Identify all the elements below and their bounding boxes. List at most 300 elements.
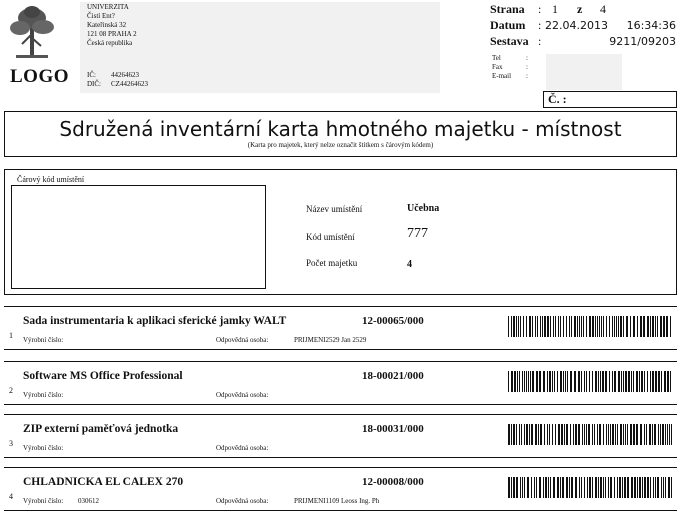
barcode-bar xyxy=(514,371,516,392)
barcode-bar xyxy=(622,477,623,498)
barcode-bar xyxy=(621,371,622,392)
datum-label: Datum xyxy=(490,18,526,32)
cislo-field: Č. : xyxy=(543,91,677,108)
barcode-bar xyxy=(637,316,638,337)
barcode-bar xyxy=(537,316,538,337)
ic-value: 44264623 xyxy=(111,71,139,79)
barcode-bar xyxy=(608,424,609,445)
strana-sep: z xyxy=(577,2,583,16)
item-number: 1 xyxy=(9,331,13,340)
barcode-bar xyxy=(544,316,546,337)
barcode-bar xyxy=(579,316,580,337)
barcode-bar xyxy=(555,316,556,337)
barcode-bar xyxy=(577,316,578,337)
barcode-bar xyxy=(644,424,645,445)
barcode-bar xyxy=(513,316,515,337)
barcode-bar xyxy=(548,477,549,498)
barcode-bar xyxy=(602,371,604,392)
barcode-bar xyxy=(598,477,599,498)
responsible-label: Odpovědná osoba: xyxy=(216,336,269,344)
item-number: 3 xyxy=(9,439,13,448)
barcode-bar xyxy=(522,477,523,498)
barcode-bar xyxy=(518,316,519,337)
barcode-bar xyxy=(547,371,548,392)
barcode-bar xyxy=(647,477,649,498)
barcode-bar xyxy=(623,371,624,392)
responsible-value: PRIJMENI2529 Jan 2529 xyxy=(294,336,367,344)
barcode-bar xyxy=(600,371,601,392)
barcode-bar xyxy=(631,371,632,392)
serial-label: Výrobní číslo: xyxy=(23,444,64,452)
barcode-bar xyxy=(671,424,672,445)
barcode-bar xyxy=(601,316,602,337)
barcode-bar xyxy=(524,477,525,498)
barcode-bar xyxy=(553,477,555,498)
barcode-bar xyxy=(599,316,600,337)
responsible-label: Odpovědná osoba: xyxy=(216,444,269,452)
location-barcode-label: Čárový kód umístění xyxy=(17,175,85,184)
barcode-bar xyxy=(595,371,597,392)
barcode-bar xyxy=(547,424,548,445)
item-barcode xyxy=(508,316,674,337)
barcode-bar xyxy=(549,371,551,392)
location-name-label: Název umístění xyxy=(306,204,363,214)
barcode-bar xyxy=(586,424,587,445)
barcode-bar xyxy=(558,316,559,337)
barcode-bar xyxy=(584,424,585,445)
barcode-bar xyxy=(639,371,640,392)
barcode-bar xyxy=(586,316,587,337)
barcode-bar xyxy=(634,477,636,498)
barcode-bar xyxy=(567,371,568,392)
barcode-bar xyxy=(536,477,537,498)
barcode-bar xyxy=(574,316,576,337)
barcode-bar xyxy=(650,371,651,392)
barcode-bar xyxy=(508,371,509,392)
barcode-bar xyxy=(531,424,533,445)
barcode-bar xyxy=(614,316,615,337)
barcode-bar xyxy=(581,371,582,392)
barcode-bar xyxy=(557,477,559,498)
barcode-bar xyxy=(649,424,651,445)
barcode-bar xyxy=(544,424,545,445)
barcode-bar xyxy=(618,371,620,392)
barcode-bar xyxy=(623,424,624,445)
strana-total: 4 xyxy=(600,2,606,16)
sestava-label: Sestava xyxy=(490,34,529,48)
barcode-bar xyxy=(513,477,515,498)
barcode-bar xyxy=(650,477,651,498)
org-line: Česká republika xyxy=(87,39,133,47)
barcode-bar xyxy=(643,316,645,337)
barcode-bar xyxy=(665,477,666,498)
barcode-bar xyxy=(535,424,537,445)
barcode-bar xyxy=(603,477,604,498)
barcode-bar xyxy=(626,316,628,337)
barcode-bar xyxy=(574,371,576,392)
barcode-bar xyxy=(535,316,536,337)
location-count-label: Počet majetku xyxy=(306,258,358,268)
contact-box xyxy=(546,54,622,90)
barcode-bar xyxy=(547,316,549,337)
barcode-bar xyxy=(524,424,525,445)
barcode-bar xyxy=(521,424,522,445)
barcode-bar xyxy=(543,477,544,498)
barcode-bar xyxy=(566,477,568,498)
barcode-bar xyxy=(531,477,532,498)
barcode-bar xyxy=(595,316,596,337)
responsible-value: PRIJMENI1109 Leoss Ing. Ph xyxy=(294,497,380,505)
location-code-value: 777 xyxy=(407,226,428,241)
barcode-bar xyxy=(663,477,664,498)
barcode-bar xyxy=(600,477,602,498)
barcode-bar xyxy=(508,477,510,498)
barcode-bar xyxy=(520,477,521,498)
barcode-bar xyxy=(594,424,595,445)
barcode-bar xyxy=(640,424,642,445)
barcode-bar xyxy=(527,477,529,498)
tel-label: Tel xyxy=(492,54,501,62)
barcode-bar xyxy=(625,371,627,392)
barcode-bar xyxy=(522,371,523,392)
email-label: E-mail xyxy=(492,72,512,80)
location-count-value: 4 xyxy=(407,259,412,270)
barcode-bar xyxy=(530,371,531,392)
barcode-bar xyxy=(543,371,545,392)
barcode-bar xyxy=(552,424,553,445)
barcode-bar xyxy=(663,316,665,337)
barcode-bar xyxy=(573,424,574,445)
barcode-bar xyxy=(658,424,659,445)
barcode-bar xyxy=(516,477,518,498)
barcode-bar xyxy=(540,424,542,445)
barcode-bar xyxy=(657,316,658,337)
datum-value: 22.04.2013 xyxy=(545,19,608,32)
barcode-bar xyxy=(625,424,626,445)
barcode-bar xyxy=(639,477,641,498)
item-name: ZIP externí paměťová jednotka xyxy=(23,423,179,435)
barcode-bar xyxy=(519,371,520,392)
barcode-bar xyxy=(554,371,555,392)
barcode-bar xyxy=(584,477,585,498)
page-title: Sdružená inventární karta hmotného majetku - místnost xyxy=(59,117,622,141)
barcode-bar xyxy=(550,477,551,498)
barcode-bar xyxy=(615,424,616,445)
barcode-bar xyxy=(612,371,613,392)
barcode-bar xyxy=(539,371,541,392)
barcode-bar xyxy=(564,424,565,445)
barcode-bar xyxy=(630,316,631,337)
barcode-bar xyxy=(628,371,630,392)
barcode-bar xyxy=(609,371,610,392)
barcode-bar xyxy=(517,371,518,392)
item-code: 18-00021/000 xyxy=(362,370,424,382)
barcode-bar xyxy=(575,424,577,445)
barcode-bar xyxy=(620,424,622,445)
fax-label: Fax xyxy=(492,63,503,71)
barcode-bar xyxy=(545,477,547,498)
barcode-bar xyxy=(569,316,570,337)
barcode-bar xyxy=(563,316,564,337)
barcode-bar xyxy=(538,424,539,445)
item-name: Sada instrumentaria k aplikaci sferické jamky WALT xyxy=(23,315,287,327)
item-barcode xyxy=(508,424,674,445)
barcode-bar xyxy=(630,424,632,445)
title-box xyxy=(4,111,677,157)
barcode-bar xyxy=(619,477,621,498)
barcode-bar xyxy=(584,371,585,392)
item-barcode xyxy=(508,371,674,392)
barcode-bar xyxy=(513,424,515,445)
barcode-bar xyxy=(560,316,561,337)
barcode-bar xyxy=(662,424,664,445)
barcode-bar xyxy=(560,371,562,392)
barcode-bar xyxy=(511,316,512,337)
barcode-bar xyxy=(566,424,568,445)
inventory-item xyxy=(4,306,677,350)
barcode-bar xyxy=(664,371,666,392)
barcode-bar xyxy=(637,477,638,498)
org-line: 121 08 PRAHA 2 xyxy=(87,30,137,38)
barcode-bar xyxy=(511,371,513,392)
serial-value: 030612 xyxy=(78,497,99,505)
barcode-bar xyxy=(603,316,604,337)
barcode-bar xyxy=(532,371,534,392)
barcode-bar xyxy=(583,316,584,337)
barcode-bar xyxy=(667,424,668,445)
barcode-bar xyxy=(526,424,528,445)
barcode-bar xyxy=(610,424,611,445)
barcode-bar xyxy=(589,477,591,498)
barcode-bar xyxy=(655,477,656,498)
dic-value: CZ44264623 xyxy=(111,80,148,88)
barcode-bar xyxy=(654,424,656,445)
barcode-bar xyxy=(636,424,638,445)
barcode-bar xyxy=(575,477,577,498)
barcode-bar xyxy=(640,316,642,337)
logo-text: LOGO xyxy=(10,66,70,87)
location-name-value: Učebna xyxy=(407,203,440,214)
barcode-bar xyxy=(523,316,524,337)
barcode-bar xyxy=(665,424,666,445)
report-meta: Strana : 1 z 4 Datum : 22.04.2013 16:34:36 Sestava : 9211/09203 xyxy=(490,2,676,48)
barcode-bar xyxy=(655,371,657,392)
barcode-bar xyxy=(609,316,610,337)
barcode-bar xyxy=(542,316,543,337)
barcode-bar xyxy=(549,424,550,445)
barcode-bar xyxy=(603,424,604,445)
barcode-bar xyxy=(550,316,551,337)
barcode-bar xyxy=(552,371,553,392)
ic-dic-block xyxy=(87,71,148,89)
item-code: 12-00065/000 xyxy=(362,315,424,327)
barcode-bar xyxy=(641,371,643,392)
barcode-bar xyxy=(516,316,517,337)
barcode-bar xyxy=(570,371,572,392)
barcode-bar xyxy=(660,424,661,445)
barcode-bar xyxy=(627,477,629,498)
barcode-bar xyxy=(617,424,618,445)
barcode-bar xyxy=(652,316,654,337)
barcode-bar xyxy=(612,424,614,445)
barcode-bar xyxy=(666,316,668,337)
barcode-bar xyxy=(526,316,527,337)
barcode-bar xyxy=(562,477,564,498)
barcode-bar xyxy=(623,316,624,337)
barcode-bar xyxy=(667,371,669,392)
barcode-bar xyxy=(653,477,654,498)
barcode-bar xyxy=(592,316,594,337)
barcode-bar xyxy=(636,371,638,392)
barcode-bar xyxy=(608,477,609,498)
barcode-bar xyxy=(589,316,591,337)
barcode-bar xyxy=(561,424,563,445)
barcode-bar xyxy=(661,477,662,498)
barcode-bar xyxy=(570,424,571,445)
barcode-bar xyxy=(592,424,593,445)
barcode-bar xyxy=(633,316,635,337)
item-name: CHLADNICKA EL CALEX 270 xyxy=(23,476,184,488)
contact-labels: Tel : Fax : E-mail : xyxy=(492,54,528,80)
barcode-bar xyxy=(587,477,588,498)
barcode-bar xyxy=(588,424,590,445)
barcode-bar xyxy=(516,424,517,445)
org-line: UNIVERZITA xyxy=(87,3,129,11)
barcode-bar xyxy=(558,424,560,445)
barcode-bar xyxy=(660,316,662,337)
barcode-bar xyxy=(534,477,535,498)
barcode-bar xyxy=(620,316,622,337)
barcode-bar xyxy=(581,477,582,498)
org-line: Kateřinská 32 xyxy=(87,21,127,29)
sestava-value: 9211/09203 xyxy=(609,35,676,48)
barcode-bar xyxy=(566,316,567,337)
responsible-label: Odpovědná osoba: xyxy=(216,391,269,399)
barcode-bar xyxy=(536,371,538,392)
serial-label: Výrobní číslo: xyxy=(23,336,64,344)
barcode-bar xyxy=(511,424,512,445)
barcode-bar xyxy=(578,424,580,445)
inventory-item xyxy=(4,414,677,458)
barcode-bar xyxy=(661,371,662,392)
barcode-bar xyxy=(633,424,635,445)
barcode-bar xyxy=(627,424,628,445)
barcode-bar xyxy=(586,371,587,392)
barcode-bar xyxy=(597,424,598,445)
barcode-bar xyxy=(610,477,612,498)
barcode-bar xyxy=(519,424,520,445)
barcode-bar xyxy=(606,316,607,337)
barcode-bar xyxy=(605,371,607,392)
barcode-bar xyxy=(511,477,512,498)
barcode-bar xyxy=(647,371,648,392)
barcode-bar xyxy=(658,371,660,392)
barcode-bar xyxy=(624,477,626,498)
barcode-bar xyxy=(595,477,597,498)
barcode-bar xyxy=(539,477,541,498)
barcode-bar xyxy=(605,477,606,498)
barcode-bar xyxy=(597,316,598,337)
barcode-bar xyxy=(652,371,654,392)
barcode-bar xyxy=(646,424,647,445)
barcode-bar xyxy=(652,424,653,445)
dic-label: DIČ: xyxy=(87,80,101,88)
barcode-bar xyxy=(650,316,651,337)
barcode-bar xyxy=(565,371,566,392)
barcode-bar xyxy=(592,371,593,392)
item-barcode xyxy=(508,477,674,498)
barcode-bar xyxy=(669,424,670,445)
barcode-bar xyxy=(642,477,643,498)
serial-label: Výrobní číslo: xyxy=(23,391,64,399)
time-value: 16:34:36 xyxy=(626,19,676,32)
item-code: 12-00008/000 xyxy=(362,476,424,488)
barcode-bar xyxy=(618,316,619,337)
barcode-bar xyxy=(598,371,599,392)
item-code: 18-00031/000 xyxy=(362,423,424,435)
barcode-bar xyxy=(670,316,671,337)
barcode-bar xyxy=(614,477,615,498)
location-code-label: Kód umístění xyxy=(306,232,355,242)
item-number: 4 xyxy=(9,492,13,501)
barcode-bar xyxy=(526,371,527,392)
barcode-bar xyxy=(520,316,521,337)
ic-label: IČ: xyxy=(87,71,96,79)
barcode-bar xyxy=(553,316,554,337)
barcode-bar xyxy=(633,371,634,392)
barcode-bar xyxy=(571,477,573,498)
barcode-bar xyxy=(508,424,510,445)
barcode-bar xyxy=(508,316,509,337)
barcode-bar xyxy=(655,316,656,337)
barcode-bar xyxy=(563,371,564,392)
barcode-bar xyxy=(647,316,649,337)
barcode-bar xyxy=(589,371,590,392)
barcode-bar xyxy=(612,316,613,337)
barcode-bar xyxy=(599,424,601,445)
serial-label: Výrobní číslo: xyxy=(23,497,64,505)
barcode-bar xyxy=(524,371,525,392)
barcode-bar xyxy=(560,477,561,498)
barcode-bar xyxy=(644,477,646,498)
inventory-item xyxy=(4,361,677,405)
strana-label: Strana xyxy=(490,2,525,16)
barcode-bar xyxy=(657,477,659,498)
barcode-bar xyxy=(540,316,541,337)
barcode-bar xyxy=(555,424,556,445)
barcode-bar xyxy=(528,371,529,392)
barcode-bar xyxy=(616,316,617,337)
barcode-bar xyxy=(617,477,618,498)
barcode-bar xyxy=(671,477,672,498)
barcode-bar xyxy=(579,477,580,498)
barcode-bar xyxy=(592,477,593,498)
barcode-bar xyxy=(614,371,616,392)
page-subtitle: (Karta pro majetek, který nelze označit štítkem s čárovým kódem) xyxy=(247,141,434,149)
barcode-bar xyxy=(606,424,607,445)
item-number: 2 xyxy=(9,386,13,395)
inventory-item xyxy=(4,467,677,511)
barcode-bar xyxy=(532,316,533,337)
responsible-label: Odpovědná osoba: xyxy=(216,497,269,505)
barcode-bar xyxy=(644,371,645,392)
strana-current: 1 xyxy=(552,2,558,16)
barcode-bar xyxy=(529,316,531,337)
location-barcode-area xyxy=(11,185,266,289)
barcode-bar xyxy=(571,316,572,337)
item-name: Software MS Office Professional xyxy=(23,370,183,382)
barcode-bar xyxy=(631,477,633,498)
